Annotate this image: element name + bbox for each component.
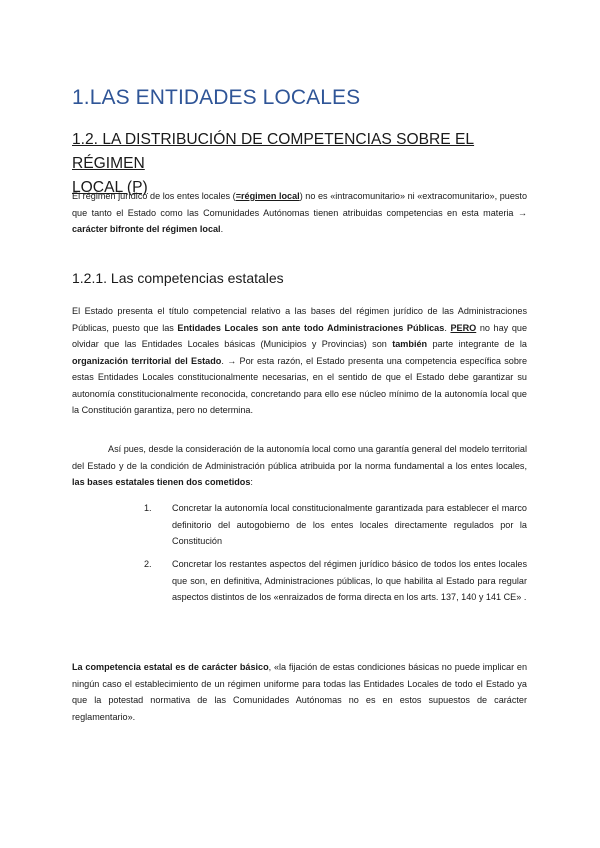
list-item — [144, 500, 527, 550]
list-item-text: Concretar los restantes aspectos del régimen jurídico básico de todos los entes locales que son, en definitiva, Administraciones públicas, lo que habilita al Estado para regular aspectos distintos de los «enraizados de forma directa en los arts. 137, 140 y 141 CE» . — [172, 559, 527, 602]
para2-text-3: . — [444, 322, 451, 333]
para4-text-2: , «la fijación de estas condiciones básicas no puede implicar en ningún caso el establecimiento de un régimen uniforme para todas las Entidades Locales de todo el Estado ya que la potestad normativa de las Comunidades Autónomas no es en estos supuestos de carácter reglamentario». — [72, 662, 528, 722]
para3-text-2: las bases estatales tienen dos cometidos — [72, 477, 251, 487]
para2-text-2: Entidades Locales son ante todo Administraciones Públicas — [177, 322, 445, 333]
intro-text-1: El régimen jurídico de los entes locales ( — [72, 191, 236, 201]
para2-text-4: PERO — [450, 322, 477, 333]
para2-text-6: también — [392, 339, 428, 349]
intro-text-4: carácter bifronte del régimen local — [72, 224, 221, 234]
para2-text-7: parte integrante de la — [427, 339, 527, 349]
para2-text-8: organización territorial del Estado — [72, 355, 222, 366]
para3-text-3: : — [250, 477, 253, 487]
para2-text-1: El Estado presenta el título competencial relativo a las bases del régimen jurídico de las Administraciones Públicas, puesto que las — [72, 306, 527, 333]
para3-text-1: Así pues, desde la consideración de la autonomía local como una garantía general del modelo territorial del Estado y de la condición de Administración pública atribuida por la norma fundamental a los entes locales, — [72, 444, 527, 471]
competencias-paragraph — [72, 303, 527, 419]
list-item-number: 2. — [144, 559, 152, 569]
cometidos-paragraph — [72, 441, 527, 491]
list-item-number: 1. — [144, 503, 152, 513]
list-item — [144, 556, 527, 606]
intro-text-2: =régimen local — [235, 191, 300, 201]
para2-text-5: no hay que olvidar que las Entidades Locales básicas (Municipios y Provincias) son — [72, 322, 527, 349]
subsection-heading: 1.2.1. Las competencias estatales — [72, 270, 284, 286]
page-title: 1.LAS ENTIDADES LOCALES — [72, 86, 361, 109]
intro-paragraph — [72, 188, 527, 238]
section-title-line2: LOCAL (P) — [72, 179, 148, 196]
list-item-text: Concretar la autonomía local constitucionalmente garantizada para establecer el marco definitorio del autogobierno de los entes locales directamente regulados por la Constitución — [172, 503, 527, 546]
para2-text-9: . → Por esta razón, el Estado presenta una competencia específica sobre estas Entidades Locales constitucionalmente necesarias, en el sentido de que el Estado debe garantizar su autonomía constitucionalmente reconocida, concretando para ello ese núcleo mínimo de la autonomía local que la Constitución garantiza, pero no determina. — [72, 355, 527, 415]
section-title-line1: 1.2. LA DISTRIBUCIÓN DE COMPETENCIAS SOBRE EL RÉGIMEN — [72, 131, 475, 172]
intro-text-3: ) no es «intracomunitario» ni «extracomunitario», puesto que tanto el Estado como las Comunidades Autónomas tienen atribuidas competencias en esta materia → — [72, 191, 528, 218]
intro-text-5: . — [220, 224, 224, 234]
para4-text-1: La competencia estatal es de carácter básico — [72, 662, 269, 672]
basico-paragraph — [72, 659, 527, 725]
